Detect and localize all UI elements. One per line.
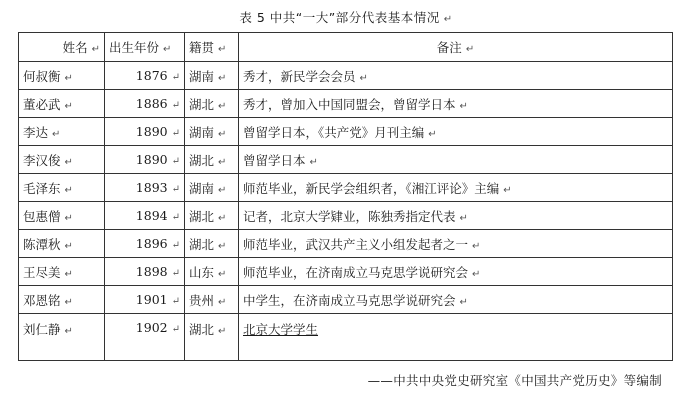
cell-name-text: 何叔衡 [23,68,61,84]
cell-native-place-text: 湖南 [189,124,215,140]
paragraph-mark: ↵ [428,128,437,140]
paragraph-mark: ↵ [503,184,512,196]
cell-native-place-text: 湖北 [189,96,215,112]
paragraph-mark: ↵ [472,240,481,252]
cell-native-place [185,90,239,118]
cell-birth-year [105,230,185,258]
paragraph-mark: ↵ [443,14,453,25]
delegates-table [18,32,673,361]
paragraph-mark: ↵ [64,296,73,308]
paragraph-mark: ↵ [64,212,73,224]
cell-name [19,286,105,314]
cell-birth-year-text: 1876 [135,68,168,83]
cell-name [19,118,105,146]
paragraph-mark: ↵ [218,44,227,55]
cell-native-place [185,62,239,90]
cell-remarks-text: 北京大学学生 [243,322,319,337]
cell-remarks [239,202,673,230]
cell-remarks [239,286,673,314]
cell-native-place-text: 湖北 [189,322,215,337]
cell-native-place-text: 湖北 [189,208,215,224]
cell-remarks-text: 曾留学日本，《共产党》月刊主编 [243,124,425,140]
cell-name-text: 李汉俊 [23,152,61,168]
cell-name-text: 李达 [23,124,49,140]
cell-native-place [185,146,239,174]
paragraph-mark: ↵ [459,296,468,308]
cell-name-text: 董必武 [23,96,61,112]
caption-text: 表 5 中共“一大”部分代表基本情况 [239,10,440,25]
paragraph-mark: ↵ [52,128,61,140]
paragraph-mark: ↵ [465,44,475,55]
table-row [19,202,673,230]
cell-name-text: 邓恩铭 [23,292,61,308]
cell-birth-year-text: 1896 [135,236,168,251]
header-remarks [239,33,673,62]
paragraph-mark: ↵ [218,212,227,224]
cell-birth-year [105,174,185,202]
table-row [19,62,673,90]
paragraph-mark: ↵ [309,156,318,168]
cell-birth-year-text: 1898 [135,264,168,279]
cell-remarks-text: 师范毕业，武汉共产主义小组发起者之一 [243,236,469,252]
cell-native-place [185,258,239,286]
paragraph-mark: ↵ [218,240,227,252]
cell-name [19,174,105,202]
header-birth-year [105,33,185,62]
table-row [19,286,673,314]
paragraph-mark: ↵ [218,326,227,337]
table-header-row [19,33,673,62]
cell-native-place-text: 湖南 [189,68,215,84]
paragraph-mark: ↵ [171,296,180,307]
header-native-place-label: 籍贯 [189,40,215,55]
cell-remarks-text: 师范毕业，新民学会组织者，《湘江评论》主编 [243,180,500,196]
table-row [19,174,673,202]
cell-remarks [239,90,673,118]
cell-name-text: 包惠僧 [23,208,61,224]
cell-birth-year-text: 1890 [135,124,168,139]
cell-name [19,90,105,118]
cell-remarks [239,62,673,90]
cell-remarks-text: 秀才，曾加入中国同盟会，曾留学日本 [243,96,456,112]
cell-birth-year [105,90,185,118]
paragraph-mark: ↵ [64,72,73,84]
header-birth-year-label: 出生年份 [109,40,160,55]
cell-birth-year [105,258,185,286]
header-name [19,33,105,62]
table-caption [0,8,692,26]
cell-name-text: 刘仁静 [23,322,61,337]
cell-native-place [185,286,239,314]
cell-name [19,314,105,361]
cell-name-text: 毛泽东 [23,180,61,196]
paragraph-mark: ↵ [64,184,73,196]
cell-remarks-text: 曾留学日本 [243,152,306,168]
paragraph-mark: ↵ [64,100,73,112]
paragraph-mark: ↵ [171,212,180,223]
paragraph-mark: ↵ [163,44,172,55]
cell-remarks [239,146,673,174]
cell-native-place-text: 贵州 [189,292,215,308]
paragraph-mark: ↵ [171,72,180,83]
cell-remarks [239,118,673,146]
paragraph-mark: ↵ [64,268,73,280]
cell-birth-year-text: 1893 [135,180,168,195]
paragraph-mark: ↵ [459,212,468,224]
cell-birth-year-text: 1886 [135,96,168,111]
header-remarks-label: 备注 [436,40,462,55]
table-row [19,230,673,258]
paragraph-mark: ↵ [472,268,481,280]
paragraph-mark: ↵ [171,156,180,167]
paragraph-mark: ↵ [359,72,368,84]
cell-remarks-text: 中学生，在济南成立马克思学说研究会 [243,292,456,308]
cell-remarks [239,174,673,202]
paragraph-mark: ↵ [64,326,73,337]
paragraph-mark: ↵ [218,268,227,280]
paragraph-mark: ↵ [91,44,100,55]
cell-native-place [185,118,239,146]
cell-birth-year-text: 1901 [135,292,168,307]
table-row [19,314,673,361]
cell-birth-year [105,118,185,146]
cell-remarks [239,258,673,286]
cell-name [19,258,105,286]
cell-native-place [185,314,239,361]
paragraph-mark: ↵ [171,324,180,335]
cell-name [19,62,105,90]
header-native-place [185,33,239,62]
source-citation: ——中共中央党史研究室《中国共产党历史》等编制 [367,373,662,388]
cell-remarks-text: 记者，北京大学肄业，陈独秀指定代表 [243,208,456,224]
paragraph-mark: ↵ [218,72,227,84]
paragraph-mark: ↵ [64,240,73,252]
paragraph-mark: ↵ [218,296,227,308]
paragraph-mark: ↵ [171,268,180,279]
paragraph-mark: ↵ [171,128,180,139]
cell-native-place-text: 湖北 [189,236,215,252]
cell-birth-year [105,62,185,90]
cell-name-text: 陈潭秋 [23,236,61,252]
paragraph-mark: ↵ [64,156,73,168]
cell-birth-year-text: 1890 [135,152,168,167]
paragraph-mark: ↵ [171,240,180,251]
cell-native-place-text: 湖南 [189,180,215,196]
cell-name-text: 王尽美 [23,264,61,280]
cell-remarks [239,314,673,361]
cell-native-place [185,174,239,202]
cell-remarks-text: 师范毕业，在济南成立马克思学说研究会 [243,264,469,280]
cell-name [19,230,105,258]
cell-birth-year-text: 1894 [135,208,168,223]
paragraph-mark: ↵ [218,128,227,140]
paragraph-mark: ↵ [218,184,227,196]
paragraph-mark: ↵ [218,156,227,168]
cell-native-place [185,202,239,230]
cell-birth-year [105,146,185,174]
cell-name [19,146,105,174]
table-row [19,146,673,174]
cell-name [19,202,105,230]
table-row [19,90,673,118]
cell-birth-year-text: 1902 [135,320,168,335]
table-row [19,118,673,146]
table-row [19,258,673,286]
cell-native-place-text: 山东 [189,264,215,280]
cell-birth-year [105,202,185,230]
paragraph-mark: ↵ [171,184,180,195]
header-name-label: 姓名 [62,40,88,55]
cell-native-place-text: 湖北 [189,152,215,168]
paragraph-mark: ↵ [218,100,227,112]
cell-birth-year [105,286,185,314]
cell-remarks [239,230,673,258]
cell-native-place [185,230,239,258]
paragraph-mark: ↵ [171,100,180,111]
paragraph-mark: ↵ [459,100,468,112]
cell-remarks-text: 秀才，新民学会会员 [243,68,356,84]
cell-birth-year [105,314,185,361]
